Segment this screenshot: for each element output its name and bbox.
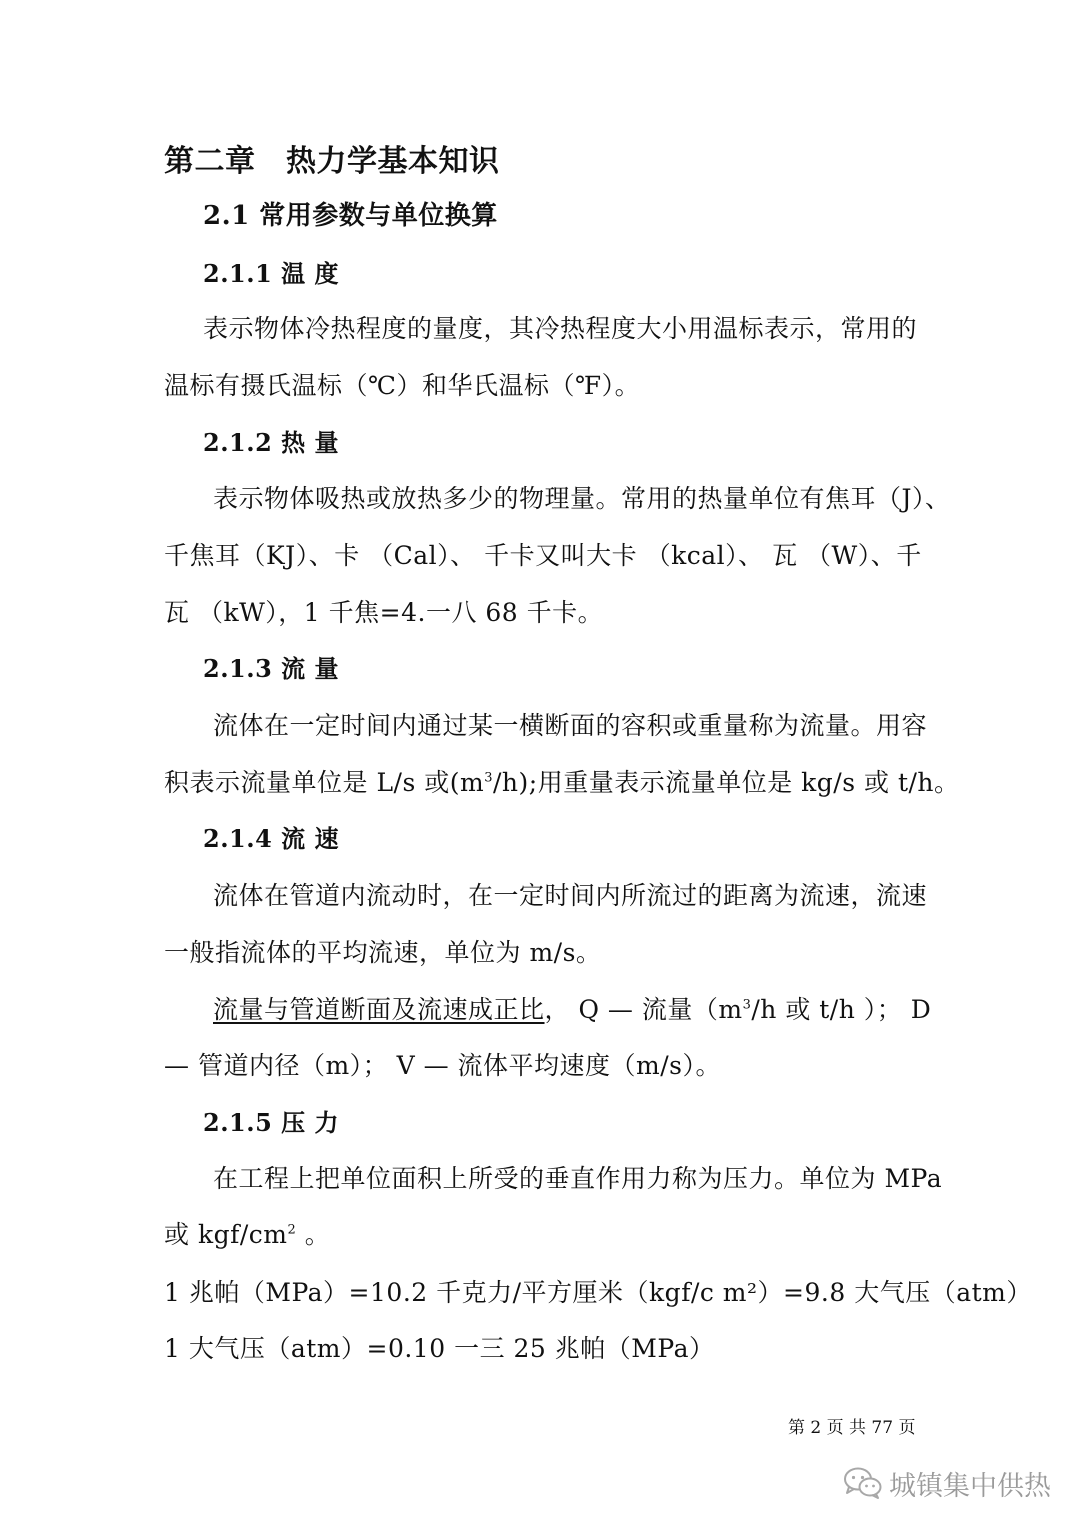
- heading-pressure: 2.1.5 压 力: [203, 1108, 340, 1137]
- paragraph-line: 积表示流量单位是 L/s 或$(m^3/h)$;用重量表示流量单位是 kg/s 或 t/h。: [164, 768, 960, 797]
- paragraph-line: 流量与管道断面及流速成正比， Q — 流量（$m^3/h$ 或 t/h ）； D: [213, 995, 932, 1024]
- watermark: [843, 1463, 1051, 1503]
- paragraph-line: 表示物体冷热程度的量度，其冷热程度大小用温标表示，常用的: [203, 314, 918, 343]
- watermark-text: 城镇集中供热: [889, 1470, 1051, 1502]
- paragraph-line: — 管道内径（m）； V — 流体平均速度（m/s）。: [164, 1051, 722, 1080]
- paragraph-line: 温标有摄氏温标（℃）和华氏温标（℉）。: [164, 371, 641, 400]
- paragraph-line: 在工程上把单位面积上所受的垂直作用力称为压力。单位为 MPa: [213, 1164, 943, 1193]
- heading-temperature: 2.1.1 温 度: [203, 259, 340, 288]
- section-title: 2.1 常用参数与单位换算: [203, 201, 498, 231]
- paragraph-line: 1 大气压（atm）=0.10 一三 25 兆帕（MPa）: [164, 1334, 715, 1363]
- paragraph-line: 表示物体吸热或放热多少的物理量。常用的热量单位有焦耳（J）、: [213, 484, 951, 513]
- paragraph-line: 千焦耳（KJ）、卡 （Cal）、 千卡又叫大卡 （kcal）、 瓦 （W）、千: [164, 541, 922, 570]
- heading-heat: 2.1.2 热 量: [203, 428, 340, 457]
- heading-velocity: 2.1.4 流 速: [203, 824, 340, 853]
- chapter-title: 第二章 热力学基本知识: [164, 144, 500, 179]
- paragraph-line: 流体在一定时间内通过某一横断面的容积或重量称为流量。用容: [213, 711, 928, 740]
- wechat-icon: [843, 1466, 883, 1500]
- paragraph-line: 或 kgf/$cm^2$ 。: [164, 1220, 331, 1249]
- paragraph-line: 瓦 （kW），1 千焦=4.一八 68 千卡。: [164, 598, 604, 627]
- page-number: 第 2 页 共 77 页: [788, 1418, 916, 1438]
- paragraph-line: 1 兆帕（MPa）=10.2 千克力/平方厘米（kgf/c m²）=9.8 大气压（atm）: [164, 1278, 1032, 1307]
- heading-flow: 2.1.3 流 量: [203, 654, 340, 683]
- paragraph-line: 一般指流体的平均流速，单位为 m/s。: [164, 938, 602, 967]
- paragraph-line: 流体在管道内流动时，在一定时间内所流过的距离为流速，流速: [213, 881, 928, 910]
